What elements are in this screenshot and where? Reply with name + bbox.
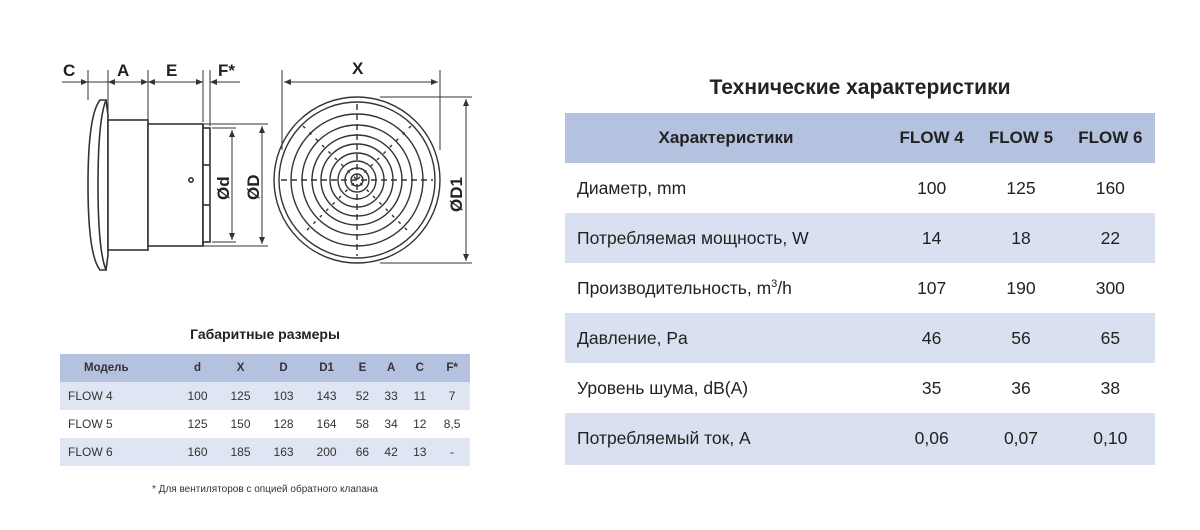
dimensions-cell: FLOW 6 xyxy=(60,438,176,466)
dimensions-cell: 163 xyxy=(262,438,305,466)
dimensions-cell: 58 xyxy=(355,417,370,431)
dimensions-cell: 13 xyxy=(405,438,434,466)
dimensions-header-cell: D xyxy=(262,354,305,382)
specs-header-cell: FLOW 5 xyxy=(976,113,1065,163)
specs-label-superscript: 3 xyxy=(771,277,778,290)
dimensions-row xyxy=(60,410,470,438)
specs-value-cell: 14 xyxy=(887,213,976,263)
fan-front-view xyxy=(274,97,440,263)
specs-row xyxy=(565,163,1155,213)
dimensions-cell: - xyxy=(434,438,470,466)
specs-value-cell: 38 xyxy=(1100,377,1121,398)
dimensions-header-cell: Модель xyxy=(60,354,176,382)
specs-row xyxy=(565,363,1155,413)
dimensions-cell: 42 xyxy=(377,438,406,466)
dimensions-cell: 125 xyxy=(187,417,208,431)
dim-label-d1: ØD1 xyxy=(447,177,466,212)
dimensions-footnote: * Для вентиляторов с опцией обратного клапана xyxy=(152,484,378,495)
specs-label: Давление, Pa xyxy=(577,327,688,348)
specs-value-cell: 35 xyxy=(921,377,942,398)
dimensions-cell: 11 xyxy=(405,382,434,410)
dimensions-cell: FLOW 4 xyxy=(60,382,176,410)
specs-label-cell xyxy=(565,163,887,213)
dimensions-table xyxy=(60,354,470,466)
specs-table xyxy=(565,113,1155,465)
dimensions-header-cell: A xyxy=(377,354,406,382)
specs-label-cell xyxy=(565,313,887,363)
dimensions-row xyxy=(60,438,470,466)
dimensions-cell: 185 xyxy=(219,438,262,466)
dimensions-header-cell: C xyxy=(405,354,434,382)
fan-side-view xyxy=(88,100,210,270)
specs-label: Потребляемый ток, A xyxy=(577,427,751,448)
specs-value-cell: 18 xyxy=(976,213,1065,263)
specs-value-cell: 100 xyxy=(917,177,947,198)
specs-label: Производительность, m xyxy=(577,277,772,298)
specs-value-cell: 160 xyxy=(1095,177,1125,198)
dim-label-f: F* xyxy=(218,61,235,80)
dimensions-cell: FLOW 5 xyxy=(68,417,113,431)
dim-label-a: A xyxy=(117,61,130,80)
specs-value-cell: 0,10 xyxy=(1066,413,1155,464)
specs-value-cell: 300 xyxy=(1095,277,1125,298)
dimensions-cell: 100 xyxy=(176,382,219,410)
specs-value-cell: 0,06 xyxy=(887,413,976,464)
dimensions-title: Габаритные размеры xyxy=(190,326,340,342)
specs-value-cell: 46 xyxy=(887,313,976,363)
specs-label-cell xyxy=(565,263,887,313)
specs-label-cell xyxy=(565,213,887,263)
specs-header-cell: Характеристики xyxy=(565,113,887,163)
dimensions-cell: 150 xyxy=(230,417,251,431)
dimensions-cell: 143 xyxy=(305,382,348,410)
specs-value-cell: 56 xyxy=(976,313,1065,363)
dimensions-header-cell: D1 xyxy=(305,354,348,382)
specs-label: Уровень шума, dB(A) xyxy=(577,377,749,398)
specs-header-cell: FLOW 6 xyxy=(1066,113,1155,163)
specs-title: Технические характеристики xyxy=(709,76,1011,99)
dimensions-header-cell: F* xyxy=(434,354,470,382)
fan-technical-drawing xyxy=(0,0,560,320)
dimensions-header-cell: d xyxy=(176,354,219,382)
dimensions-cell: 103 xyxy=(262,382,305,410)
dimensions-cell: 7 xyxy=(434,382,470,410)
dimensions-cell: 34 xyxy=(384,417,398,431)
specs-row xyxy=(565,413,1155,464)
dimensions-cell: 33 xyxy=(377,382,406,410)
dimensions-cell: 200 xyxy=(305,438,348,466)
dimensions-row xyxy=(60,382,470,410)
dim-label-x: X xyxy=(352,59,364,78)
specs-label-cell xyxy=(565,413,887,464)
specs-row xyxy=(565,263,1155,313)
dimensions-cell: 128 xyxy=(273,417,294,431)
dimensions-cell: 160 xyxy=(176,438,219,466)
specs-value-cell: 0,07 xyxy=(976,413,1065,464)
dimensions-cell: 125 xyxy=(219,382,262,410)
specs-label: Потребляемая мощность, W xyxy=(577,227,809,248)
dimensions-header-row xyxy=(60,354,470,382)
specs-header-cell: FLOW 4 xyxy=(887,113,976,163)
specs-header-row xyxy=(565,113,1155,163)
specs-value-cell: 190 xyxy=(1006,277,1036,298)
dim-label-e: E xyxy=(166,61,178,80)
dimensions-cell: 164 xyxy=(316,417,337,431)
specs-value-cell: 107 xyxy=(917,277,947,298)
dimensions-cell: 66 xyxy=(348,438,377,466)
specs-label-cell xyxy=(565,363,887,413)
dimensions-cell: 12 xyxy=(413,417,427,431)
dim-label-c: C xyxy=(63,61,76,80)
dim-label-d: Ød xyxy=(214,176,233,200)
dim-label-big-d: ØD xyxy=(244,174,263,200)
specs-value-cell: 36 xyxy=(1011,377,1031,398)
dimensions-cell: 52 xyxy=(348,382,377,410)
specs-value-cell: 65 xyxy=(1066,313,1155,363)
specs-value-cell: 125 xyxy=(1006,177,1036,198)
dimensions-header-cell: X xyxy=(219,354,262,382)
specs-label-suffix: /h xyxy=(777,277,792,298)
specs-row xyxy=(565,313,1155,363)
specs-value-cell: 22 xyxy=(1066,213,1155,263)
specs-row xyxy=(565,213,1155,263)
dimensions-cell: 8,5 xyxy=(443,417,461,431)
dimensions-header-cell: E xyxy=(348,354,377,382)
specs-label: Диаметр, mm xyxy=(577,177,687,198)
